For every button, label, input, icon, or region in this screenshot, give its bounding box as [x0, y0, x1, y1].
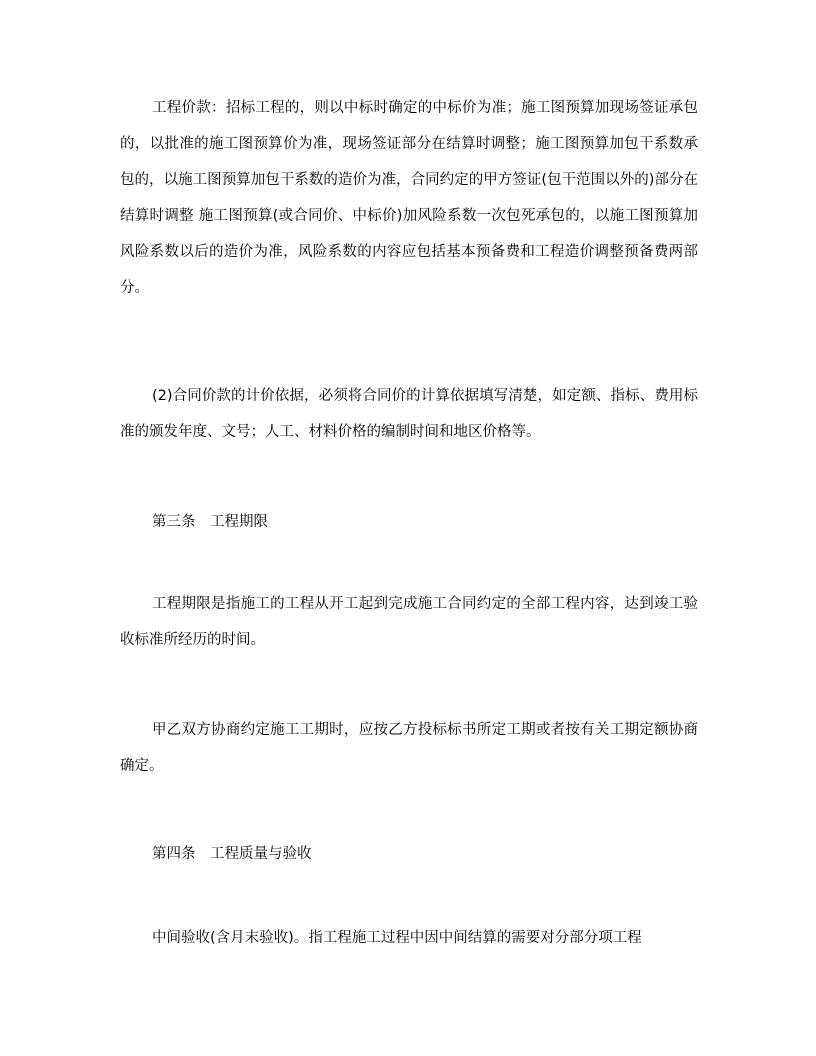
heading-article-3: 第三条 工程期限: [152, 514, 268, 530]
paragraph-interim-acceptance: 中间验收(含月末验收)。指工程施工过程中因中间结算的需要对分部分项工程: [152, 930, 642, 946]
paragraph-pricing-basis: (2)合同价款的计价依据，必须将合同价的计算依据填写清楚，如定额、指标、费用标准的颁发年度、文号；人工、材料价格的编制时间和地区价格等。: [120, 388, 698, 440]
heading-article-4: 第四条 工程质量与验收: [152, 846, 312, 862]
paragraph-duration-agreement: 甲乙双方协商约定施工工期时，应按乙方投标标书所定工期或者按有关工期定额协商确定。: [120, 722, 698, 774]
paragraph-project-period: 工程期限是指施工的工程从开工起到完成施工合同约定的全部工程内容，达到竣工验收标准所经历的时间。: [120, 596, 698, 648]
paragraph-project-price: 工程价款：招标工程的，则以中标时确定的中标价为准；施工图预算加现场签证承包的，以批准的施工图预算价为准，现场签证部分在结算时调整；施工图预算加包干系数承包的，以施工图预算加包干系数的造价为准，合同约定的甲方签证(包干范围以外的)部分在结算时调整 施工图预算(或合同价、中标价)加风险系数一次包死承包的，以施工图预算加风险系数以后的造价为准，风险系数的内容应包括基本预备费和工程造价调整预备费两部分。: [120, 100, 698, 296]
